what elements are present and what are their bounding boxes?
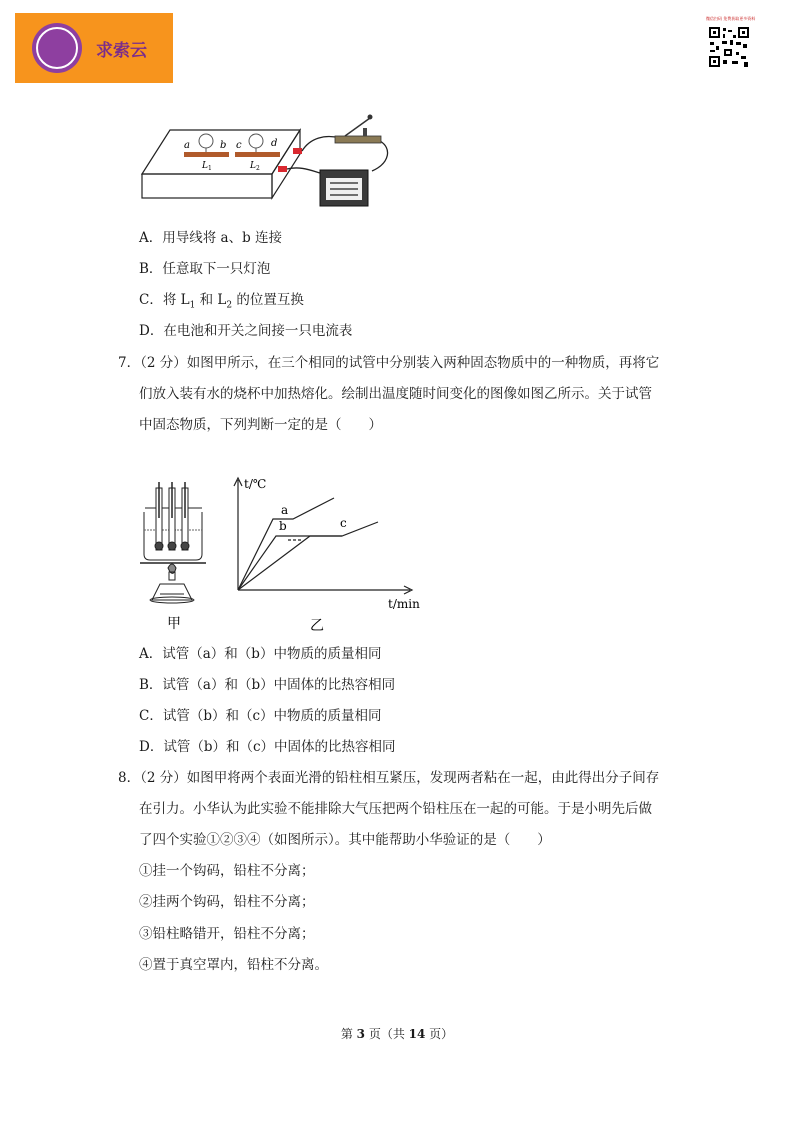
q8-item-3: ③铅柱略错开，铅柱不分离； bbox=[139, 926, 315, 942]
label-l2-sub: 2 bbox=[256, 165, 260, 172]
q7-stem-line-1: 7．（2 分）如图甲所示，在三个相同的试管中分别装入两种固态物质中的一种物质，再将它 bbox=[118, 355, 660, 371]
caption-left: 甲 bbox=[167, 616, 181, 632]
q6-option-c-mid: 和 L bbox=[195, 292, 227, 308]
label-c: c bbox=[236, 140, 242, 151]
battery-icon bbox=[320, 170, 368, 206]
qr-code-icon[interactable] bbox=[708, 22, 750, 68]
q8-item-2: ②挂两个钩码，铅柱不分离； bbox=[139, 894, 315, 910]
footer-page: 3 bbox=[356, 1027, 365, 1041]
page-footer bbox=[0, 1025, 794, 1042]
curve-c bbox=[238, 522, 378, 590]
q6-option-a: A．用导线将 a、b 连接 bbox=[139, 230, 283, 246]
brand-name: 求索云 bbox=[96, 40, 147, 61]
q8-stem-line-1: 8．（2 分）如图甲将两个表面光滑的铅柱相互紧压，发现两者粘在一起，由此得出分子间存 bbox=[118, 770, 660, 786]
clover-logo-icon bbox=[32, 23, 82, 73]
q6-option-c-sub1: 1 bbox=[189, 300, 196, 311]
q6-option-c-pre: C．将 L bbox=[139, 292, 190, 308]
q7-stem-line-3: 中固态物质，下列判断一定的是（ ） bbox=[139, 417, 382, 433]
q7-option-c: C．试管（b）和（c）中物质的质量相同 bbox=[139, 708, 382, 724]
q7-option-a: A．试管（a）和（b）中物质的质量相同 bbox=[139, 646, 382, 662]
label-a: a bbox=[184, 140, 190, 151]
q7-option-d: D．试管（b）和（c）中固体的比热容相同 bbox=[139, 739, 396, 755]
footer-mid: 页（共 bbox=[365, 1027, 409, 1041]
q7-figure bbox=[130, 468, 430, 634]
q6-option-b: B．任意取下一只灯泡 bbox=[139, 261, 271, 277]
q6-option-c bbox=[139, 292, 304, 314]
q8-stem-line-2: 在引力。小华认为此实验不能排除大气压把两个铅柱压在一起的可能。于是小明先后做 bbox=[139, 801, 652, 817]
circuit-figure bbox=[140, 108, 402, 210]
brand-logo[interactable] bbox=[15, 13, 173, 83]
q8-stem-line-3: 了四个实验①②③④（如图所示）。其中能帮助小华验证的是（ ） bbox=[139, 832, 551, 848]
curve-label-c: c bbox=[340, 516, 347, 530]
footer-pre: 第 bbox=[340, 1027, 357, 1041]
y-axis-label: t/℃ bbox=[244, 477, 267, 491]
curve-b bbox=[238, 536, 342, 590]
curve-label-b: b bbox=[279, 519, 287, 533]
beaker-apparatus-icon bbox=[140, 482, 206, 603]
label-l1: L bbox=[202, 161, 208, 171]
label-b: b bbox=[220, 140, 227, 151]
curve-label-a: a bbox=[281, 503, 289, 517]
qr-caption: 微信扫码 免费获取更多资料 bbox=[706, 16, 756, 21]
q6-option-c-post: 的位置互换 bbox=[232, 292, 304, 308]
label-l1-sub: 1 bbox=[208, 165, 212, 172]
q7-stem-line-2: 们放入装有水的烧杯中加热熔化。绘制出温度随时间变化的图像如图乙所示。关于试管 bbox=[139, 386, 652, 402]
switch-icon bbox=[335, 115, 381, 144]
q6-option-d: D．在电池和开关之间接一只电流表 bbox=[139, 323, 353, 339]
terminal-clip-top bbox=[293, 148, 302, 154]
q7-option-b: B．试管（a）和（b）中固体的比热容相同 bbox=[139, 677, 396, 693]
footer-post: 页） bbox=[425, 1027, 454, 1041]
label-l2: L bbox=[250, 161, 256, 171]
footer-total: 14 bbox=[408, 1027, 426, 1041]
q6-option-c-sub2: 2 bbox=[226, 300, 233, 311]
caption-right: 乙 bbox=[310, 618, 324, 634]
terminal-clip-bottom bbox=[278, 166, 287, 172]
label-d: d bbox=[271, 138, 278, 149]
q8-item-1: ①挂一个钩码，铅柱不分离； bbox=[139, 863, 315, 879]
q8-item-4: ④置于真空罩内，铅柱不分离。 bbox=[139, 957, 328, 973]
x-axis-label: t/min bbox=[388, 597, 420, 611]
